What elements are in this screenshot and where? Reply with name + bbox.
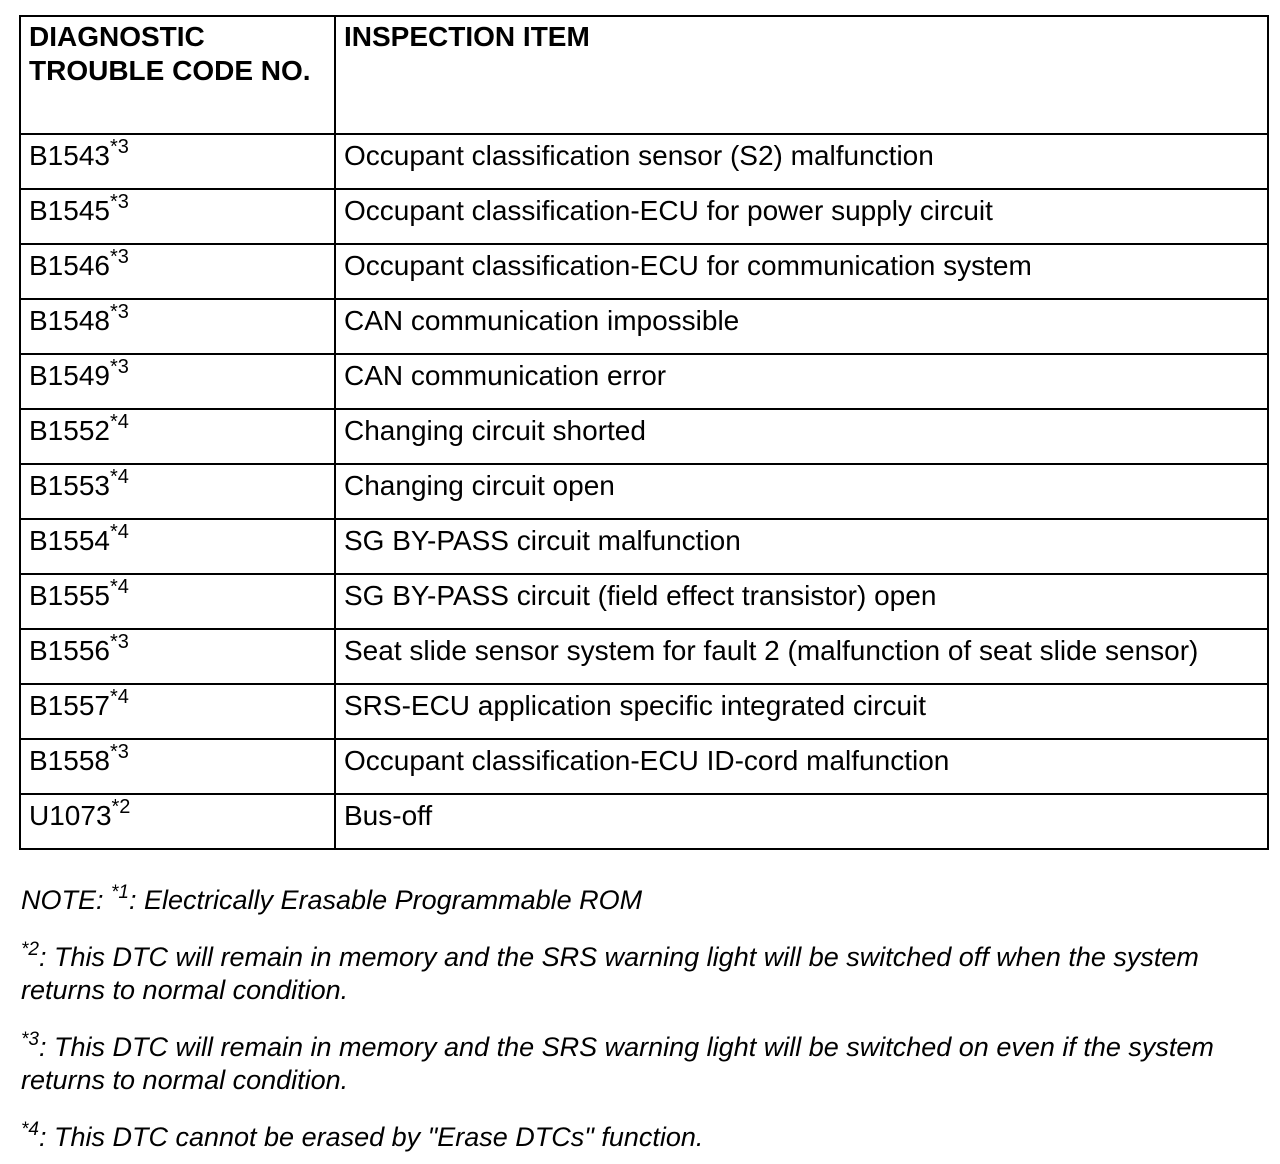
footnote-mark: *1 — [111, 882, 129, 903]
dtc-code-cell — [20, 464, 335, 519]
dtc-code: B1558 — [29, 745, 110, 776]
table-row — [20, 189, 1268, 244]
dtc-footnote-mark: *3 — [109, 136, 129, 158]
header-inspection-item: INSPECTION ITEM — [335, 16, 1268, 134]
footnote-prefix: NOTE: — [21, 885, 112, 915]
dtc-footnote-mark: *3 — [109, 356, 129, 378]
footnote — [21, 1031, 1271, 1097]
dtc-code: B1553 — [29, 470, 110, 501]
table-row — [20, 354, 1268, 409]
inspection-item-cell: SRS-ECU application specific integrated circuit — [335, 684, 1268, 739]
dtc-code: B1549 — [29, 360, 110, 391]
inspection-item-cell: Seat slide sensor system for fault 2 (malfunction of seat slide sensor) — [335, 629, 1268, 684]
dtc-footnote-mark: *3 — [109, 301, 129, 323]
dtc-code: B1552 — [29, 415, 110, 446]
inspection-item-cell: CAN communication error — [335, 354, 1268, 409]
dtc-footnote-mark: *3 — [109, 191, 129, 213]
dtc-code-cell — [20, 574, 335, 629]
dtc-code: B1555 — [29, 580, 110, 611]
table-row — [20, 794, 1268, 849]
dtc-footnote-mark: *3 — [109, 741, 129, 763]
table-row — [20, 574, 1268, 629]
table-row — [20, 739, 1268, 794]
table-row — [20, 684, 1268, 739]
footnote-text: : This DTC will remain in memory and the SRS warning light will be switched on even if the system returns to normal condition. — [21, 1032, 1214, 1095]
inspection-item-cell: Occupant classification-ECU for power supply circuit — [335, 189, 1268, 244]
inspection-item-cell: Occupant classification sensor (S2) malfunction — [335, 134, 1268, 189]
dtc-code-cell — [20, 134, 335, 189]
dtc-footnote-mark: *4 — [109, 576, 129, 598]
dtc-code: B1545 — [29, 195, 110, 226]
dtc-code: B1557 — [29, 690, 110, 721]
inspection-item-cell: SG BY-PASS circuit (field effect transistor) open — [335, 574, 1268, 629]
footnote — [21, 1121, 1271, 1154]
footnotes — [21, 884, 1271, 1154]
dtc-footnote-mark: *4 — [109, 686, 129, 708]
inspection-item-cell: Occupant classification-ECU ID-cord malfunction — [335, 739, 1268, 794]
table-row — [20, 519, 1268, 574]
footnote-mark: *4 — [21, 1119, 39, 1140]
dtc-code-cell — [20, 189, 335, 244]
table-header-row — [20, 16, 1268, 134]
footnote-mark: *3 — [21, 1029, 39, 1050]
dtc-code-cell — [20, 739, 335, 794]
table-row — [20, 464, 1268, 519]
footnote — [21, 884, 1271, 917]
dtc-code: B1556 — [29, 635, 110, 666]
dtc-footnote-mark: *4 — [109, 411, 129, 433]
inspection-item-cell: Changing circuit open — [335, 464, 1268, 519]
inspection-item-cell: CAN communication impossible — [335, 299, 1268, 354]
dtc-code-cell — [20, 244, 335, 299]
dtc-code: B1548 — [29, 305, 110, 336]
inspection-item-cell: SG BY-PASS circuit malfunction — [335, 519, 1268, 574]
dtc-table — [19, 15, 1269, 850]
dtc-code-cell — [20, 299, 335, 354]
footnote — [21, 941, 1271, 1007]
dtc-code: B1554 — [29, 525, 110, 556]
header-dtc-code: DIAGNOSTIC TROUBLE CODE NO. — [20, 16, 335, 134]
table-row — [20, 409, 1268, 464]
dtc-footnote-mark: *4 — [109, 466, 129, 488]
table-row — [20, 299, 1268, 354]
dtc-footnote-mark: *4 — [109, 521, 129, 543]
footnote-text: : Electrically Erasable Programmable ROM — [128, 885, 643, 915]
dtc-code-cell — [20, 519, 335, 574]
dtc-footnote-mark: *2 — [111, 796, 131, 818]
dtc-code: U1073 — [29, 800, 112, 831]
inspection-item-cell: Changing circuit shorted — [335, 409, 1268, 464]
dtc-code-cell — [20, 629, 335, 684]
footnote-mark: *2 — [21, 939, 39, 960]
dtc-code-cell — [20, 354, 335, 409]
dtc-footnote-mark: *3 — [109, 631, 129, 653]
dtc-footnote-mark: *3 — [109, 246, 129, 268]
inspection-item-cell: Bus-off — [335, 794, 1268, 849]
footnote-text: : This DTC cannot be erased by "Erase DTCs" function. — [38, 1122, 704, 1152]
dtc-code-cell — [20, 794, 335, 849]
dtc-code: B1546 — [29, 250, 110, 281]
dtc-code: B1543 — [29, 140, 110, 171]
dtc-code-cell — [20, 409, 335, 464]
table-row — [20, 244, 1268, 299]
table-body — [20, 134, 1268, 849]
dtc-code-cell — [20, 684, 335, 739]
footnote-text: : This DTC will remain in memory and the SRS warning light will be switched off when the system returns to normal condition. — [21, 942, 1199, 1005]
table-row — [20, 629, 1268, 684]
table-row — [20, 134, 1268, 189]
inspection-item-cell: Occupant classification-ECU for communication system — [335, 244, 1268, 299]
